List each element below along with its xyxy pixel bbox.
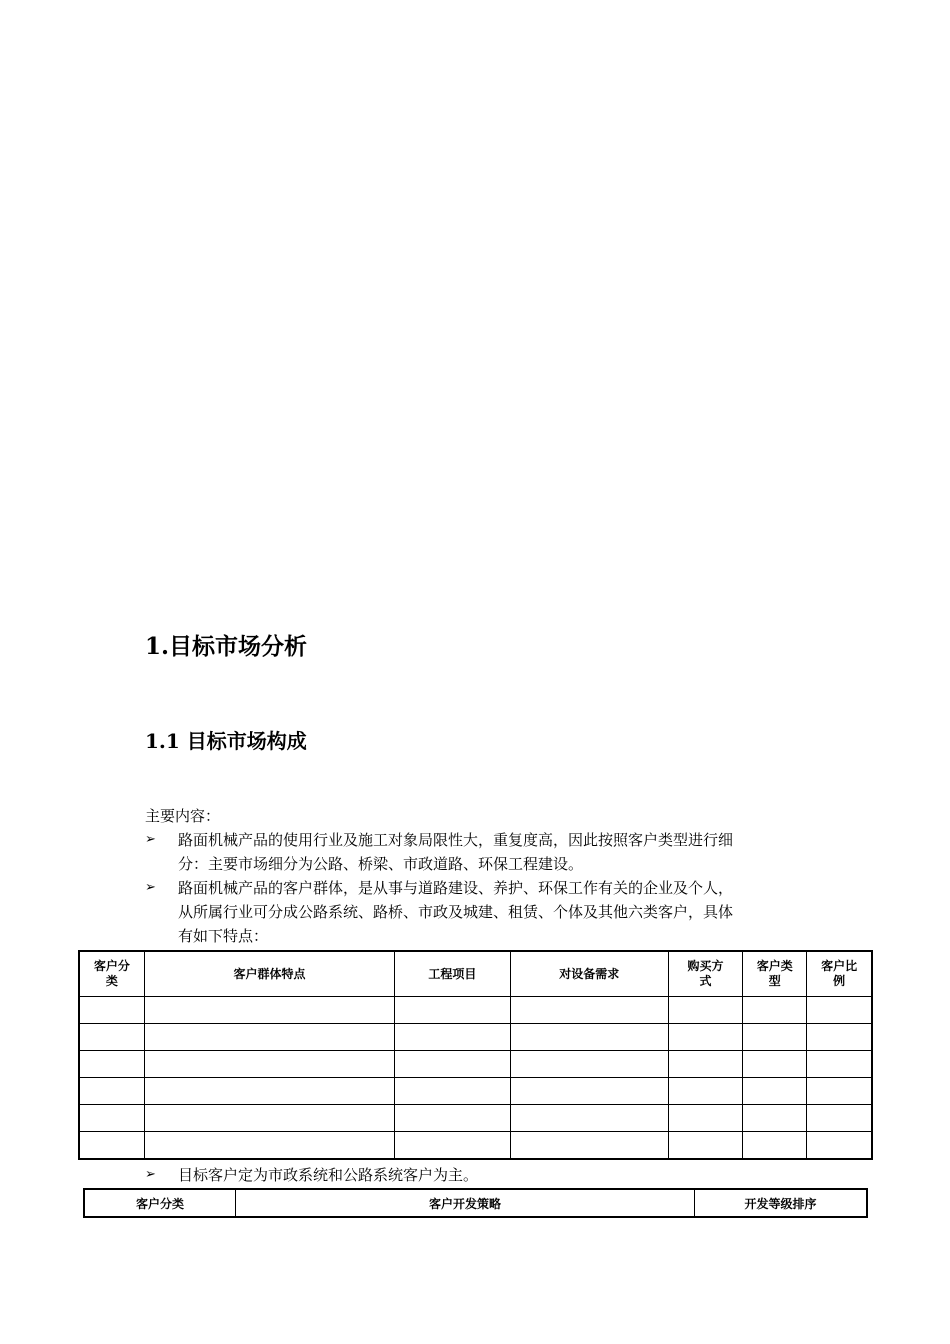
bullet-item bbox=[145, 876, 815, 948]
col-header-customer-type: 客户类 型 bbox=[743, 951, 807, 997]
table-cell[interactable] bbox=[79, 1024, 144, 1051]
col-header-development-priority: 开发等级排序 bbox=[694, 1189, 867, 1217]
customer-segment-table bbox=[78, 950, 873, 1160]
table-cell[interactable] bbox=[807, 1024, 872, 1051]
table-cell[interactable] bbox=[668, 1024, 742, 1051]
bullet-line: 分：主要市场细分为公路、桥梁、市政道路、环保工程建设。 bbox=[178, 855, 584, 873]
table-cell[interactable] bbox=[79, 1132, 144, 1160]
table-cell[interactable] bbox=[668, 1105, 742, 1132]
col-header-customer-category: 客户分 类 bbox=[79, 951, 144, 997]
table-cell[interactable] bbox=[743, 1024, 807, 1051]
table-cell[interactable] bbox=[144, 1105, 395, 1132]
bullet-line: 路面机械产品的使用行业及施工对象局限性大，重复度高，因此按照客户类型进行细 bbox=[178, 831, 734, 849]
table-cell[interactable] bbox=[510, 1105, 668, 1132]
development-strategy-table bbox=[83, 1188, 868, 1218]
table-cell[interactable] bbox=[395, 1132, 510, 1160]
table-cell[interactable] bbox=[807, 1051, 872, 1078]
table-cell[interactable] bbox=[510, 1078, 668, 1105]
table-cell[interactable] bbox=[79, 1105, 144, 1132]
table-cell[interactable] bbox=[807, 1105, 872, 1132]
intro-label: 主要内容： bbox=[145, 807, 221, 825]
table-cell[interactable] bbox=[743, 997, 807, 1024]
arrow-bullet-icon: ➢ bbox=[145, 832, 156, 847]
col-header-group-traits: 客户群体特点 bbox=[144, 951, 395, 997]
table-cell[interactable] bbox=[144, 1132, 395, 1160]
table-row bbox=[79, 1078, 872, 1105]
bullet-item bbox=[145, 828, 815, 876]
table-row bbox=[79, 1024, 872, 1051]
table-cell[interactable] bbox=[668, 1132, 742, 1160]
table-cell[interactable] bbox=[807, 1132, 872, 1160]
col-header-equipment-needs: 对设备需求 bbox=[510, 951, 668, 997]
col-header-customer-ratio: 客户比 例 bbox=[807, 951, 872, 997]
table-cell[interactable] bbox=[144, 1078, 395, 1105]
table-cell[interactable] bbox=[144, 997, 395, 1024]
table-cell[interactable] bbox=[743, 1105, 807, 1132]
table-cell[interactable] bbox=[395, 1078, 510, 1105]
table-header-row bbox=[84, 1189, 867, 1217]
bullet-item bbox=[145, 1163, 478, 1187]
table-cell[interactable] bbox=[668, 1051, 742, 1078]
col-header-development-strategy: 客户开发策略 bbox=[236, 1189, 695, 1217]
table-cell[interactable] bbox=[79, 1051, 144, 1078]
table-row bbox=[79, 1105, 872, 1132]
col-header-purchase-method: 购买方 式 bbox=[668, 951, 742, 997]
table-cell[interactable] bbox=[668, 1078, 742, 1105]
table-cell[interactable] bbox=[395, 997, 510, 1024]
arrow-bullet-icon: ➢ bbox=[145, 1167, 156, 1182]
col-header-projects: 工程项目 bbox=[395, 951, 510, 997]
table-cell[interactable] bbox=[668, 997, 742, 1024]
table-cell[interactable] bbox=[79, 1078, 144, 1105]
table-cell[interactable] bbox=[510, 1024, 668, 1051]
table-cell[interactable] bbox=[395, 1051, 510, 1078]
arrow-bullet-icon: ➢ bbox=[145, 880, 156, 895]
table-row bbox=[79, 1132, 872, 1160]
table-cell[interactable] bbox=[79, 997, 144, 1024]
table-cell[interactable] bbox=[144, 1024, 395, 1051]
table-cell[interactable] bbox=[395, 1105, 510, 1132]
table-cell[interactable] bbox=[395, 1024, 510, 1051]
table-cell[interactable] bbox=[510, 1051, 668, 1078]
subsection-heading: 1.1 目标市场构成 bbox=[145, 729, 307, 753]
table-header-row bbox=[79, 951, 872, 997]
table-cell[interactable] bbox=[510, 1132, 668, 1160]
table-cell[interactable] bbox=[144, 1051, 395, 1078]
bullet-list bbox=[145, 828, 815, 948]
col-header-customer-category: 客户分类 bbox=[84, 1189, 236, 1217]
table-cell[interactable] bbox=[743, 1132, 807, 1160]
table-row bbox=[79, 1051, 872, 1078]
table-cell[interactable] bbox=[743, 1051, 807, 1078]
bullet-line: 路面机械产品的客户群体，是从事与道路建设、养护、环保工作有关的企业及个人， bbox=[178, 879, 734, 897]
table-row bbox=[79, 997, 872, 1024]
table-cell[interactable] bbox=[807, 997, 872, 1024]
bullet-line: 从所属行业可分成公路系统、路桥、市政及城建、租赁、个体及其他六类客户，具体 bbox=[178, 903, 734, 921]
table-cell[interactable] bbox=[510, 997, 668, 1024]
bullet-line: 目标客户定为市政系统和公路系统客户为主。 bbox=[178, 1166, 479, 1184]
bullet-line: 有如下特点： bbox=[178, 927, 269, 945]
table-cell[interactable] bbox=[807, 1078, 872, 1105]
table-cell[interactable] bbox=[743, 1078, 807, 1105]
section-heading: 1.目标市场分析 bbox=[145, 633, 308, 660]
